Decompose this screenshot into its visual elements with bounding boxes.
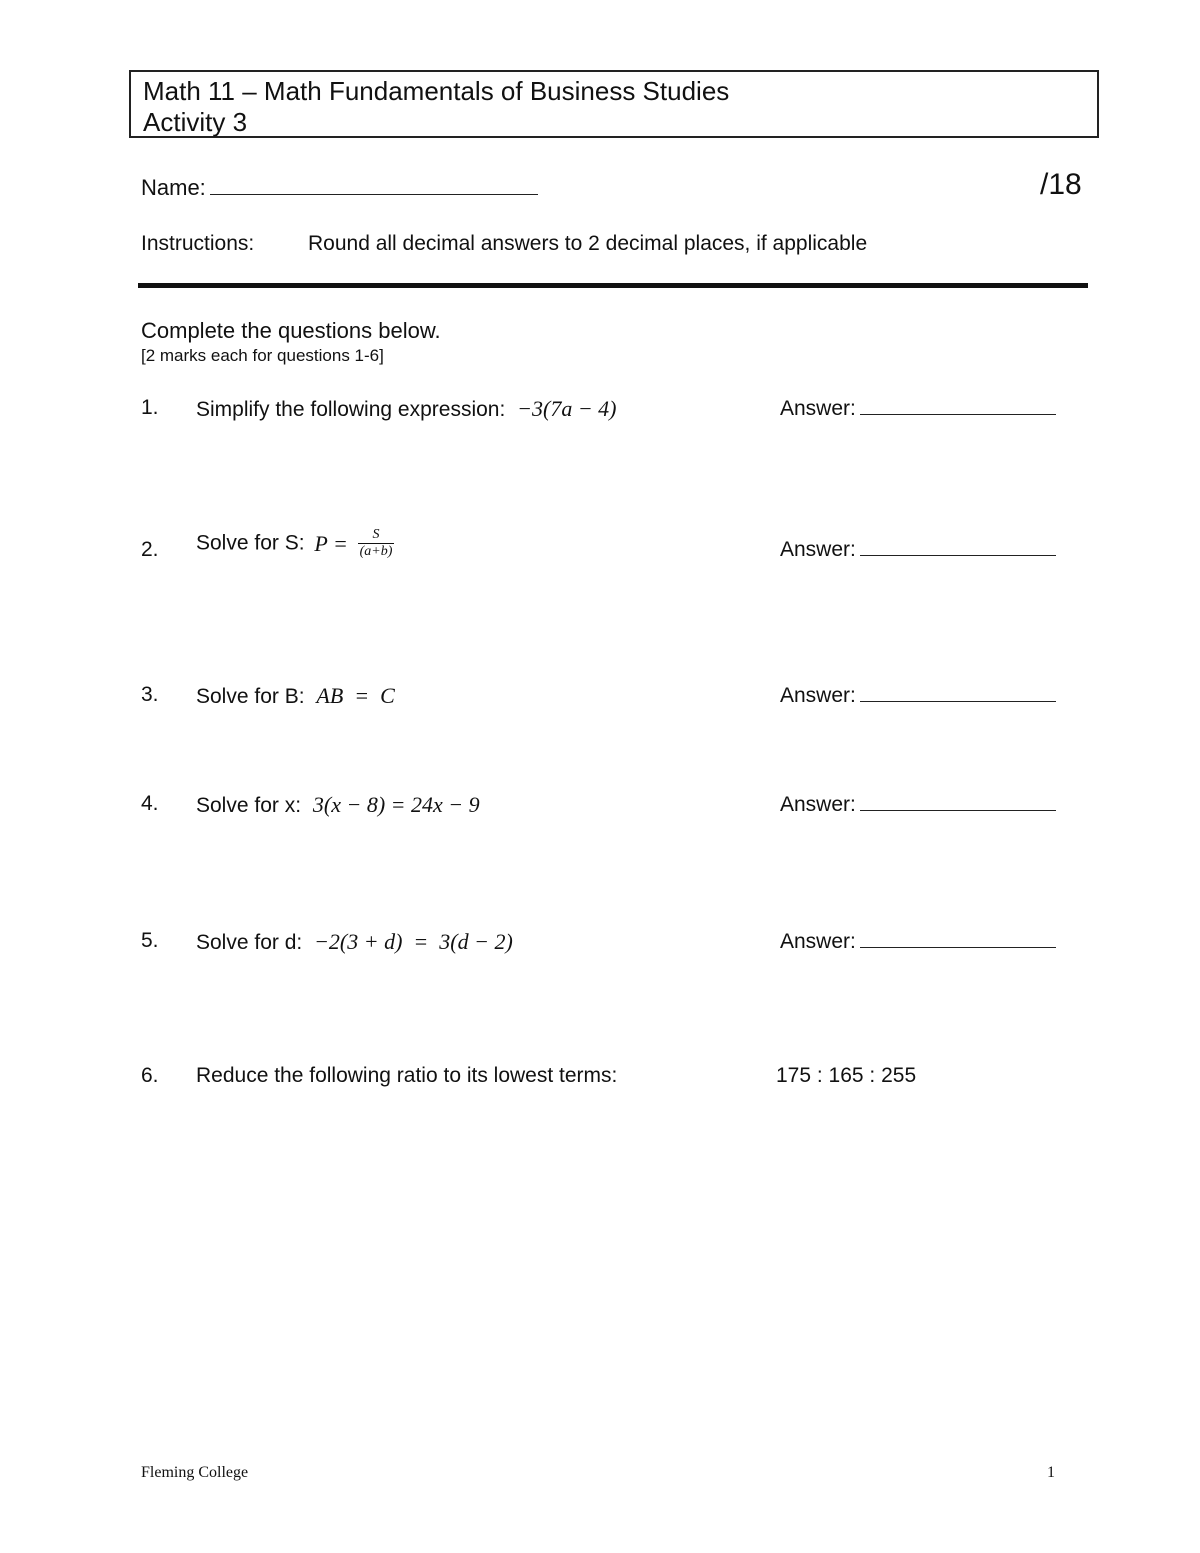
question-text [196, 792, 480, 818]
question-expression: 3(x − 8) = 24x − 9 [312, 792, 480, 817]
question-expression: −2(3 + d) = 3(d − 2) [314, 929, 513, 954]
answer-label: Answer: [780, 538, 856, 561]
answer-blank [860, 929, 1056, 948]
fraction-denominator: (a+b) [359, 544, 393, 559]
answer-blank [860, 683, 1056, 702]
name-field [141, 174, 538, 201]
activity-title: Activity 3 [143, 107, 248, 137]
question-number: 5. [141, 929, 159, 952]
question-expression: P = [314, 530, 348, 556]
course-title: Math 11 – Math Fundamentals of Business Studies [143, 76, 730, 106]
question-prompt: Simplify the following expression: [196, 398, 506, 421]
question-expression: AB = C [316, 683, 395, 708]
question-text [196, 929, 513, 955]
name-label: Name: [141, 175, 206, 200]
answer-field [780, 537, 1056, 562]
answer-blank [860, 396, 1056, 415]
question-number: 3. [141, 683, 159, 706]
name-blank [210, 174, 538, 195]
footer-institution: Fleming College [141, 1464, 249, 1481]
divider-rule [138, 283, 1088, 288]
answer-blank [860, 792, 1056, 811]
question-text [196, 683, 395, 709]
answer-label: Answer: [780, 793, 856, 816]
answer-field [780, 929, 1056, 954]
page-number: 1 [1047, 1464, 1055, 1481]
marks-note: [2 marks each for questions 1-6] [141, 346, 384, 365]
answer-label: Answer: [780, 397, 856, 420]
instructions-label: Instructions: [141, 232, 255, 255]
question-expression: −3(7a − 4) [517, 396, 617, 421]
answer-label: Answer: [780, 930, 856, 953]
question-prompt: Solve for x: [196, 794, 302, 817]
answer-field [780, 792, 1056, 817]
header-box [129, 70, 1099, 138]
question-text [196, 527, 394, 560]
question-text [196, 396, 617, 422]
answer-blank [860, 537, 1056, 556]
question-number: 6. [141, 1064, 159, 1087]
ratio-expression: 175 : 165 : 255 [776, 1064, 917, 1087]
question-prompt: Reduce the following ratio to its lowest terms: [196, 1064, 618, 1087]
question-prompt: Solve for d: [196, 931, 303, 954]
question-number: 1. [141, 396, 159, 419]
fraction-numerator: S [358, 527, 395, 544]
answer-field [780, 683, 1056, 708]
answer-field [780, 396, 1056, 421]
intro-text: Complete the questions below. [141, 318, 441, 343]
answer-label: Answer: [780, 684, 856, 707]
instructions-text: Round all decimal answers to 2 decimal places, if applicable [308, 232, 868, 255]
question-prompt: Solve for S: [196, 531, 305, 555]
question-number: 4. [141, 792, 159, 815]
question-prompt: Solve for B: [196, 685, 305, 708]
score-total: /18 [1040, 168, 1082, 201]
question-number: 2. [141, 538, 159, 561]
fraction [358, 527, 395, 560]
